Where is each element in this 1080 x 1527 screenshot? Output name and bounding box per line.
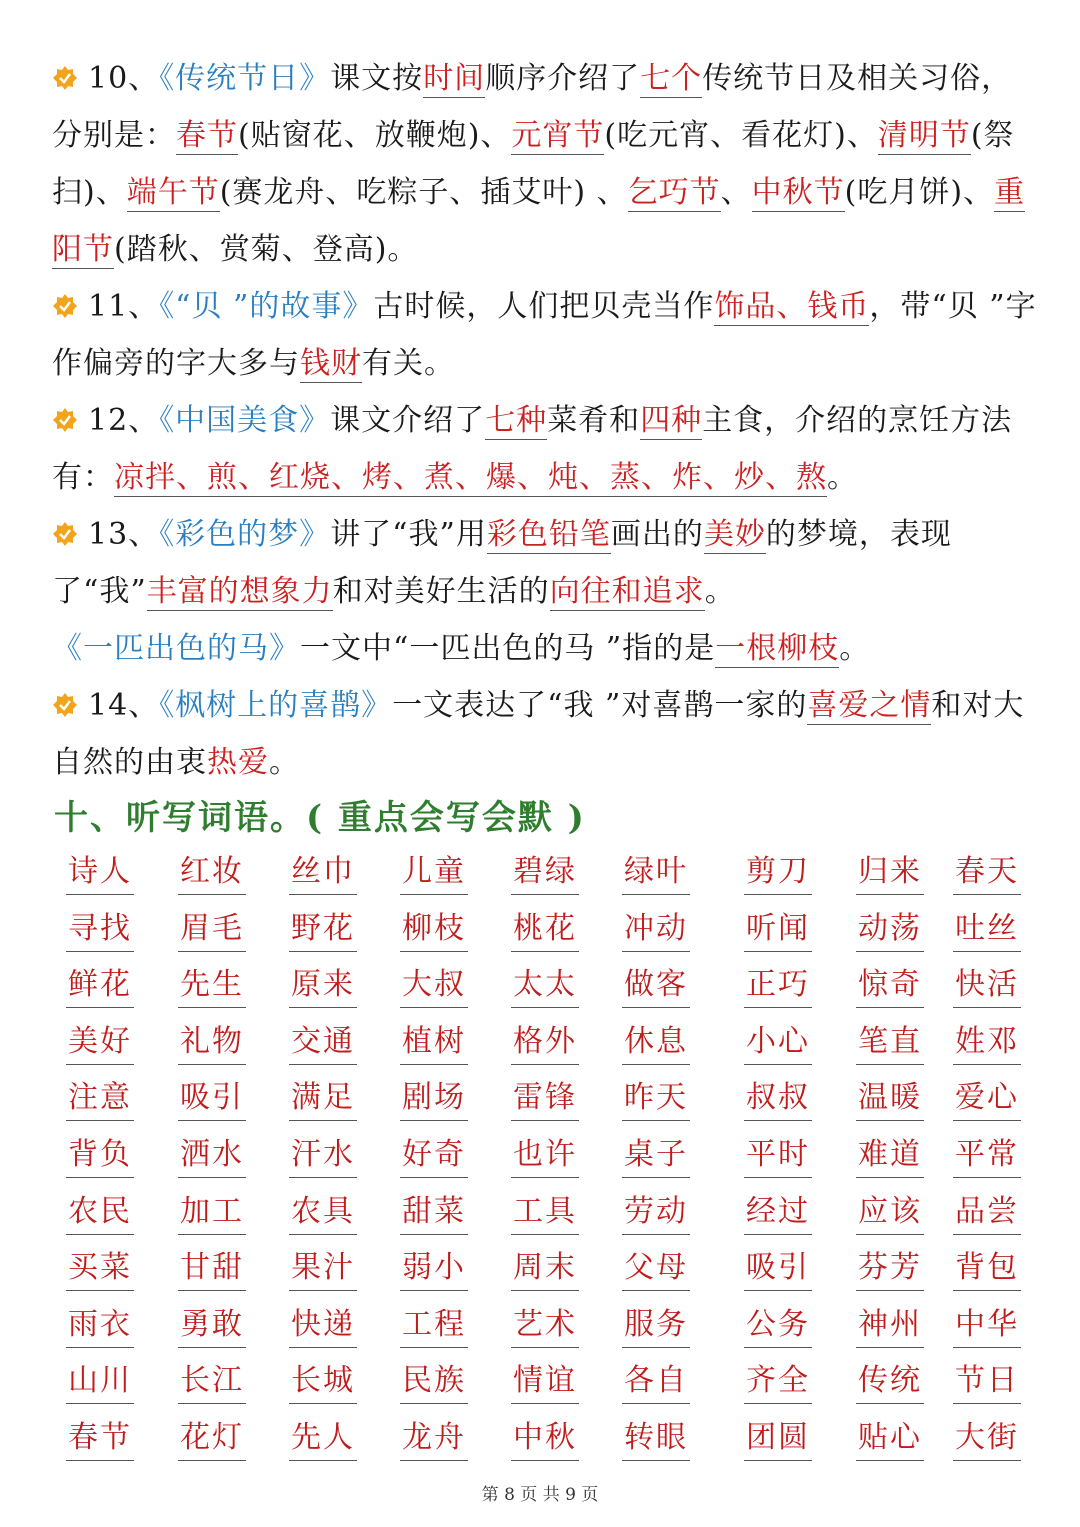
- dictation-word: 昨天: [622, 1076, 690, 1121]
- dictation-word: 原来: [289, 963, 357, 1008]
- word-row: [66, 1246, 1036, 1303]
- dictation-word: 背包: [953, 1246, 1021, 1291]
- dictation-word: 买菜: [66, 1246, 134, 1291]
- custom-text: (赛龙舟、吃粽子、插艾叶) 、: [219, 175, 628, 210]
- dictation-word: 桌子: [622, 1133, 690, 1178]
- note-text: 顺序介绍了: [485, 61, 641, 96]
- note-text: 主食，介绍的烹饪方法有：: [52, 403, 1013, 495]
- dictation-word: 平常: [953, 1133, 1021, 1178]
- custom-text: (贴窗花、放鞭炮)、: [238, 118, 512, 153]
- dictation-word: 背负: [66, 1133, 134, 1178]
- answer: 凉拌、煎、红烧、烤、煮、爆、炖、蒸、炸、炒、熬: [114, 460, 827, 495]
- dictation-word: 先人: [289, 1416, 357, 1461]
- note-text: 。: [839, 631, 871, 666]
- dictation-word: 寻找: [66, 907, 134, 952]
- dictation-word: 农民: [66, 1190, 134, 1235]
- lesson-title: 《枫树上的喜鹊》: [159, 688, 393, 723]
- note-text: 课文介绍了: [330, 403, 486, 438]
- note-number: 10、: [88, 61, 160, 96]
- dictation-word: 眉毛: [178, 907, 246, 952]
- dictation-word: 礼物: [178, 1020, 246, 1065]
- dictation-word: 吸引: [178, 1076, 246, 1121]
- dictation-word: 桃花: [511, 907, 579, 952]
- note-text: 。: [269, 745, 300, 780]
- festival-answer: 重阳节: [52, 175, 1026, 267]
- dictation-word: 传统: [856, 1359, 924, 1404]
- answer: 丰富的想象力: [146, 574, 333, 609]
- lesson-title: 《中国美食》: [159, 403, 331, 438]
- dictation-word: 长城: [289, 1359, 357, 1404]
- dictation-word: 雷锋: [511, 1076, 579, 1121]
- note-number: 13、: [88, 517, 160, 552]
- dictation-word: 好奇: [400, 1133, 468, 1178]
- dictation-word: 诗人: [66, 850, 134, 895]
- dictation-word: 吸引: [744, 1246, 812, 1291]
- dictation-word: 也许: [511, 1133, 579, 1178]
- note-text: 画出的: [610, 517, 704, 552]
- lesson-title: 《彩色的梦》: [159, 517, 331, 552]
- page-footer: 第 8 页 共 9 页: [481, 1485, 599, 1505]
- custom-text: 、: [720, 175, 752, 210]
- dictation-word: 绿叶: [622, 850, 690, 895]
- dictation-word: 节日: [953, 1359, 1021, 1404]
- answer: 钱财: [300, 346, 362, 381]
- note-13-horse: [52, 620, 1042, 677]
- dictation-word: 柳枝: [400, 907, 468, 952]
- dictation-word: 劳动: [622, 1190, 690, 1235]
- dictation-word: 美好: [66, 1020, 134, 1065]
- section-title: 十、听写词语。( 重点会写会默 ): [54, 798, 586, 838]
- note-text: 菜肴和: [547, 403, 641, 438]
- check-badge-icon: [52, 293, 78, 319]
- check-badge-icon: [52, 407, 78, 433]
- note-text: ，带“贝 ”字作偏旁的字大多与: [52, 289, 1037, 381]
- dictation-word: 温暖: [856, 1076, 924, 1121]
- dictation-word: 丝巾: [289, 850, 357, 895]
- dictation-word: 吐丝: [953, 907, 1021, 952]
- dictation-word: 弱小: [400, 1246, 468, 1291]
- dictation-word: 农具: [289, 1190, 357, 1235]
- dictation-word: 植树: [400, 1020, 468, 1065]
- dictation-word: 齐全: [744, 1359, 812, 1404]
- answer: 七种: [485, 403, 548, 438]
- lesson-title: 《传统节日》: [159, 61, 331, 96]
- note-text: 传统节日及相关习俗，分别是：: [52, 61, 1013, 153]
- answer: 四种: [640, 403, 703, 438]
- dictation-word: 动荡: [856, 907, 924, 952]
- dictation-word: 工具: [511, 1190, 579, 1235]
- answer: 彩色铅笔: [486, 517, 611, 552]
- note-text: 。: [704, 574, 736, 609]
- dictation-word: 龙舟: [400, 1416, 468, 1461]
- note-number: 14、: [88, 688, 160, 723]
- answer: 一根柳枝: [715, 631, 840, 666]
- check-badge-icon: [52, 692, 78, 718]
- note-number: 12、: [88, 403, 160, 438]
- dictation-word: 经过: [744, 1190, 812, 1235]
- note-text: 一文中“一匹出色的马 ”指的是: [300, 631, 716, 666]
- word-row: [66, 1303, 1036, 1360]
- dictation-word: 花灯: [178, 1416, 246, 1461]
- dictation-word: 父母: [622, 1246, 690, 1291]
- answer: 时间: [423, 61, 486, 96]
- dictation-word: 笔直: [856, 1020, 924, 1065]
- dictation-word: 注意: [66, 1076, 134, 1121]
- dictation-word: 格外: [511, 1020, 579, 1065]
- dictation-word: 惊奇: [856, 963, 924, 1008]
- word-row: [66, 907, 1036, 964]
- dictation-word: 果汁: [289, 1246, 357, 1291]
- note-10: [52, 50, 1042, 278]
- dictation-word: 听闻: [744, 907, 812, 952]
- word-row: [66, 1190, 1036, 1247]
- note-14: [52, 677, 1042, 791]
- dictation-word: 山川: [66, 1359, 134, 1404]
- note-number: 11、: [88, 289, 160, 324]
- word-row: [66, 1076, 1036, 1133]
- dictation-word: 公务: [744, 1303, 812, 1348]
- dictation-word: 儿童: [400, 850, 468, 895]
- dictation-word: 小心: [744, 1020, 812, 1065]
- dictation-word: 太太: [511, 963, 579, 1008]
- word-row: [66, 850, 1036, 907]
- dictation-word: 甘甜: [178, 1246, 246, 1291]
- dictation-word: 叔叔: [744, 1076, 812, 1121]
- dictation-word: 加工: [178, 1190, 246, 1235]
- festival-answer: 元宵节: [511, 118, 605, 153]
- answer: 七个: [640, 61, 703, 96]
- dictation-word: 春天: [953, 850, 1021, 895]
- answer: 喜爱之情: [807, 688, 932, 723]
- dictation-word: 快递: [289, 1303, 357, 1348]
- dictation-word: 平时: [744, 1133, 812, 1178]
- custom-text: (踏秋、赏菊、登高)。: [114, 232, 419, 267]
- dictation-word: 满足: [289, 1076, 357, 1121]
- dictation-word: 雨衣: [66, 1303, 134, 1348]
- note-text: 课文按: [330, 61, 424, 96]
- word-row: [66, 1020, 1036, 1077]
- dictation-word: 归来: [856, 850, 924, 895]
- note-text: 有关。: [362, 346, 455, 381]
- dictation-word: 冲动: [622, 907, 690, 952]
- dictation-word: 难道: [856, 1133, 924, 1178]
- note-text: 古时候，人们把贝壳当作: [373, 289, 715, 324]
- dictation-word: 贴心: [856, 1416, 924, 1461]
- dictation-word: 艺术: [511, 1303, 579, 1348]
- dictation-word: 休息: [622, 1020, 690, 1065]
- dictation-word: 姓邓: [953, 1020, 1021, 1065]
- dictation-word: 民族: [400, 1359, 468, 1404]
- dictation-word: 中华: [953, 1303, 1021, 1348]
- dictation-word: 大叔: [400, 963, 468, 1008]
- dictation-word: 服务: [622, 1303, 690, 1348]
- dictation-word: 周末: [511, 1246, 579, 1291]
- festival-answer: 乞巧节: [627, 175, 721, 210]
- word-row: [66, 1416, 1036, 1473]
- dictation-word: 汗水: [289, 1133, 357, 1178]
- note-text: 的梦境，表现了“我”: [52, 517, 952, 609]
- review-notes: [52, 50, 1042, 791]
- custom-text: (吃月饼)、: [844, 175, 995, 210]
- note-text: 一文表达了“我 ”对喜鹊一家的: [392, 688, 808, 723]
- dictation-word: 各自: [622, 1359, 690, 1404]
- note-text: 讲了“我”用: [330, 517, 487, 552]
- check-badge-icon: [52, 521, 78, 547]
- custom-text: (祭扫)、: [52, 118, 1015, 210]
- dictation-word: 洒水: [178, 1133, 246, 1178]
- answer: 美妙: [703, 517, 766, 552]
- dictation-word: 春节: [66, 1416, 134, 1461]
- dictation-word: 工程: [400, 1303, 468, 1348]
- dictation-word: 先生: [178, 963, 246, 1008]
- note-11: [52, 278, 1042, 392]
- word-row: [66, 1359, 1036, 1416]
- dictation-word: 剧场: [400, 1076, 468, 1121]
- note-text: 和对大自然的由衷: [52, 688, 1025, 780]
- dictation-word: 中秋: [511, 1416, 579, 1461]
- dictation-word: 正巧: [744, 963, 812, 1008]
- dictation-word: 神州: [856, 1303, 924, 1348]
- word-row: [66, 963, 1036, 1020]
- dictation-word: 做客: [622, 963, 690, 1008]
- note-text: 。: [827, 460, 858, 495]
- dictation-word: 快活: [953, 963, 1021, 1008]
- festival-answer: 清明节: [877, 118, 971, 153]
- dictation-word: 碧绿: [511, 850, 579, 895]
- dictation-word: 爱心: [953, 1076, 1021, 1121]
- dictation-word: 野花: [289, 907, 357, 952]
- dictation-word: 甜菜: [400, 1190, 468, 1235]
- check-badge-icon: [52, 65, 78, 91]
- note-12: [52, 392, 1042, 506]
- dictation-word: 长江: [178, 1359, 246, 1404]
- note-text: 和对美好生活的: [332, 574, 550, 609]
- dictation-word-grid: [66, 850, 1036, 1473]
- dictation-word: 勇敢: [178, 1303, 246, 1348]
- dictation-word: 大街: [953, 1416, 1021, 1461]
- word-row: [66, 1133, 1036, 1190]
- dictation-word: 红妆: [178, 850, 246, 895]
- answer-plain: 热爱: [207, 745, 269, 780]
- dictation-word: 转眼: [622, 1416, 690, 1461]
- dictation-word: 品尝: [953, 1190, 1021, 1235]
- dictation-word: 剪刀: [744, 850, 812, 895]
- festival-answer: 中秋节: [751, 175, 845, 210]
- dictation-word: 鲜花: [66, 963, 134, 1008]
- festival-answer: 春节: [176, 118, 238, 153]
- dictation-word: 应该: [856, 1190, 924, 1235]
- lesson-title: 《“贝 ”的故事》: [159, 289, 374, 324]
- dictation-word: 交通: [289, 1020, 357, 1065]
- lesson-title: 《一匹出色的马》: [52, 631, 300, 666]
- note-13: [52, 506, 1042, 620]
- answer: 饰品、钱币: [714, 289, 870, 324]
- dictation-word: 情谊: [511, 1359, 579, 1404]
- answer: 向往和追求: [549, 574, 705, 609]
- dictation-word: 芬芳: [856, 1246, 924, 1291]
- dictation-word: 团圆: [744, 1416, 812, 1461]
- custom-text: (吃元宵、看花灯)、: [604, 118, 878, 153]
- festival-answer: 端午节: [126, 175, 220, 210]
